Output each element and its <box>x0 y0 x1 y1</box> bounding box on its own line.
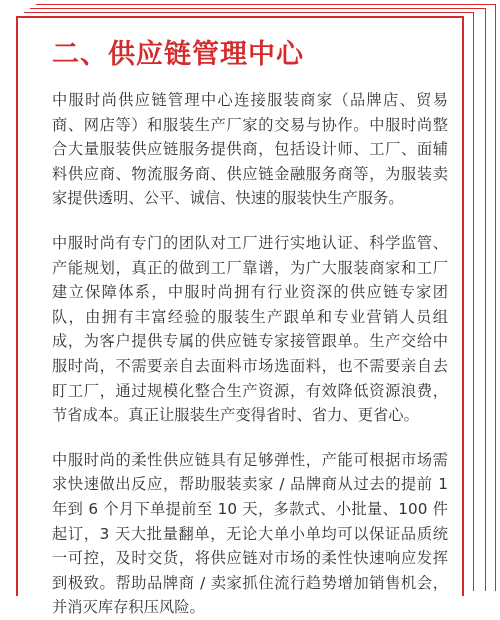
paragraph-flexible-supply: 中服时尚的柔性供应链具有足够弹性，产能可根据市场需求快速做出反应，帮助服装卖家 / 品牌商从过去的提前 1 年到 6 个月下单提前至 10 天，多款式、小批量、100 件起订，3 天大批量翻单，无论大单小单均可以保证品质统一可控，及时交货，将供应链对市场的柔性快速响应发挥到极致。帮助品牌商 / 卖家抓住流行趋势增加销售机会，并消灭库存积压风险。 <box>52 450 448 617</box>
paragraph-team: 中服时尚有专门的团队对工厂进行实地认证、科学监管、产能规划，真正的做到工厂靠谱，为广大服装商家和工厂建立保障体系，中服时尚拥有行业资深的供应链专家团队，由拥有丰富经验的服装生产跟单和专业营销人员组成，为客户提供专属的供应链专家接管跟单。生产交给中服时尚，不需要亲自去面料市场选面料，也不需要亲自去盯工厂，通过规模化整合生产资源，有效降低资源浪费，节省成本。真正让服装生产变得省时、省力、更省心。 <box>52 233 448 425</box>
section-title: 二、供应链管理中心 <box>52 39 304 70</box>
content-card <box>16 16 464 617</box>
paragraph-intro: 中服时尚供应链管理中心连接服装商家（品牌店、贸易商、网店等）和服装生产厂家的交易与协作。中服时尚整合大量服装供应链服务提供商，包括设计师、工厂、面辅料供应商、物流服务商、供应链金融服务商等，为服装卖家提供透明、公平、诚信、快速的服装快生产服务。 <box>52 91 448 208</box>
